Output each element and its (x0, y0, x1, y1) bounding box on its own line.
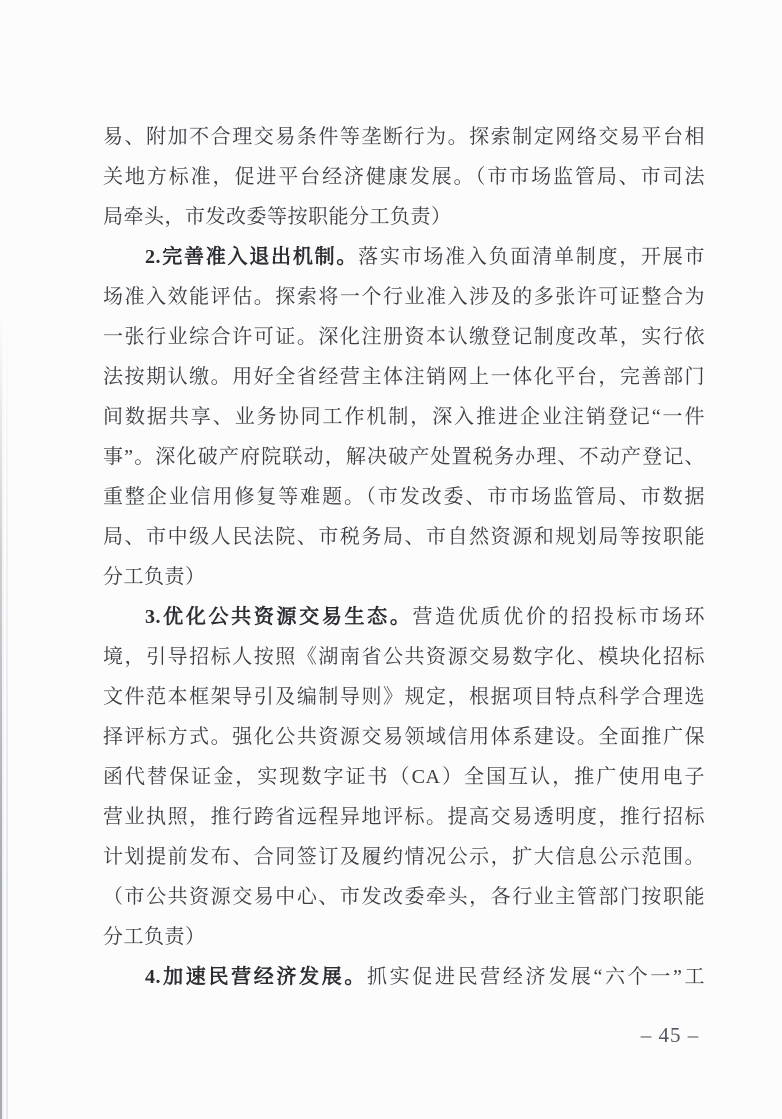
text-line: 境，引导招标人按照《湖南省公共资源交易数字化、模块化招标 (103, 646, 705, 668)
paragraph (103, 957, 705, 997)
paragraph-lead: 3.优化公共资源交易生态。 (145, 606, 413, 628)
paragraph-lead: 4.加速民营经济发展。 (145, 966, 367, 988)
text-line: 计划提前发布、合同签订及履约情况公示，扩大信息公示范围。 (103, 846, 705, 868)
text-line: 分工负责） (103, 926, 206, 948)
text-line: 营业执照，推行跨省远程异地评标。提高交易透明度，推行招标 (103, 806, 705, 828)
text-line: 事”。深化破产府院联动，解决破产处置税务办理、不动产登记、 (103, 446, 705, 468)
text-line: 择评标方式。强化公共资源交易领域信用体系建设。全面推广保 (103, 726, 705, 748)
text-line: 间数据共享、业务协同工作机制，深入推进企业注销登记“一件 (103, 406, 705, 428)
text-line: （市公共资源交易中心、市发改委牵头，各行业主管部门按职能 (103, 886, 705, 908)
text-line: 分工负责） (103, 566, 206, 588)
text-line: 法按期认缴。用好全省经营主体注销网上一体化平台，完善部门 (103, 366, 705, 388)
page-number: – 45 – (640, 1023, 700, 1047)
text-line: 4.加速民营经济发展。抓实促进民营经济发展“六个一”工 (145, 966, 705, 988)
text-line: 3.优化公共资源交易生态。营造优质优价的招投标市场环 (145, 606, 705, 628)
text-line: 关地方标准，促进平台经济健康发展。（市市场监管局、市司法 (103, 166, 705, 188)
text-line: 局、市中级人民法院、市税务局、市自然资源和规划局等按职能 (103, 526, 705, 548)
scan-edge-artifact (0, 0, 10, 1119)
document-body (103, 117, 705, 997)
text-line: 场准入效能评估。探索将一个行业准入涉及的多张许可证整合为 (103, 286, 705, 308)
paragraph (103, 597, 705, 957)
text-line: 函代替保证金，实现数字证书（CA）全国互认，推广使用电子 (103, 766, 705, 788)
text-line: 2.完善准入退出机制。落实市场准入负面清单制度，开展市 (145, 246, 706, 268)
text-line: 重整企业信用修复等难题。（市发改委、市市场监管局、市数据 (103, 486, 705, 508)
paragraph-lead: 2.完善准入退出机制。 (145, 246, 359, 268)
paragraph (103, 117, 705, 237)
text-line: 易、附加不合理交易条件等垄断行为。探索制定网络交易平台相 (103, 126, 705, 148)
text-line: 文件范本框架导引及编制导则》规定，根据项目特点科学合理选 (103, 686, 705, 708)
text-line: 局牵头，市发改委等按职能分工负责） (103, 206, 452, 228)
paragraph (103, 237, 705, 597)
text-line: 一张行业综合许可证。深化注册资本认缴登记制度改革，实行依 (103, 326, 705, 348)
